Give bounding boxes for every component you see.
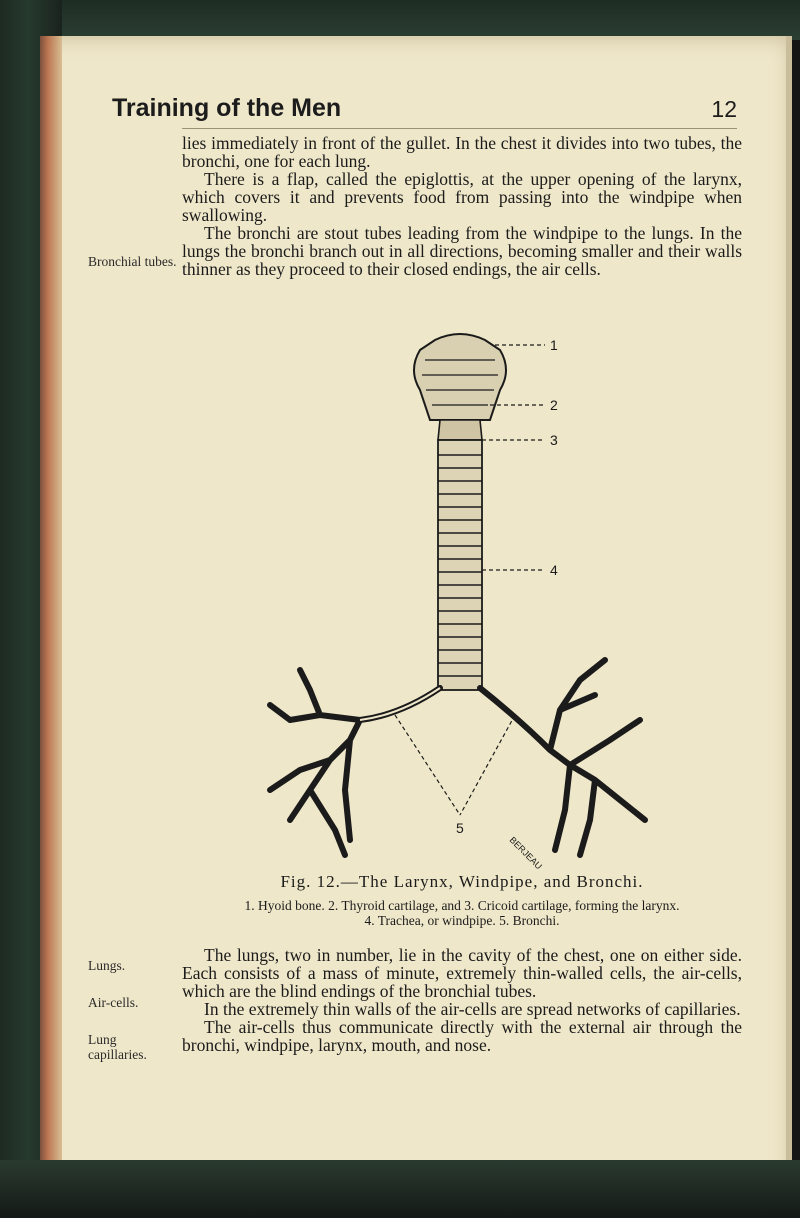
figure-caption-line: 4. Trachea, or windpipe. 5. Bronchi. xyxy=(364,913,560,928)
margin-note-lungs: Lungs. xyxy=(88,958,126,973)
figure-label-2: 2 xyxy=(550,397,558,413)
page-number: 12 xyxy=(711,96,737,122)
margin-note-bronchial-tubes: Bronchial tubes. xyxy=(88,254,177,269)
engraver-signature: BERJEAU xyxy=(507,834,544,872)
page-gutter-edge xyxy=(40,36,62,1186)
figure-caption-line: 1. Hyoid bone. 2. Thyroid cartilage, and 3. Cricoid cartilage, forming the larynx. xyxy=(244,898,680,913)
paragraph: There is a flap, called the epiglottis, at the upper opening of the larynx, which covers it and prevents food from passing into the windpipe when swallowing. xyxy=(182,169,742,225)
paragraph: The lungs, two in number, lie in the cavity of the chest, one on either side. Each consists of a mass of minute, extremely thin-walled cells, the air-cells, which are the blind endings of the bronchial tubes. xyxy=(182,945,742,1001)
book-binding-bottom xyxy=(0,1160,800,1218)
paragraph: The bronchi are stout tubes leading from the windpipe to the lungs. In the lungs the bronchi branch out in all directions, becoming smaller and their walls thinner as they proceed to their closed endings, the air cells. xyxy=(182,223,742,279)
body-text-top xyxy=(182,134,742,278)
figure-label-4: 4 xyxy=(550,562,558,578)
margin-note-air-cells: Air-cells. xyxy=(88,995,139,1010)
paragraph: lies immediately in front of the gullet. In the chest it divides into two tubes, the bronchi, one for each lung. xyxy=(182,133,742,171)
figure-title: Fig. 12.—The Larynx, Windpipe, and Bronchi. xyxy=(280,872,644,891)
figure-label-1: 1 xyxy=(550,337,558,353)
header-rule xyxy=(182,128,737,129)
book-binding-top xyxy=(0,0,800,40)
page-fore-edge xyxy=(786,36,792,1186)
body-text-bottom xyxy=(182,946,742,1054)
paragraph: The air-cells thus communicate directly with the external air through the bronchi, windpipe, larynx, mouth, and nose. xyxy=(182,1017,742,1055)
figure-label-5: 5 xyxy=(456,820,464,836)
larynx-windpipe-bronchi-illustration xyxy=(250,320,690,880)
figure-label-3: 3 xyxy=(550,432,558,448)
running-title: Training of the Men xyxy=(112,94,342,122)
margin-note-lung-capillaries: Lung capillaries. xyxy=(88,1032,147,1062)
paragraph: In the extremely thin walls of the air-cells are spread networks of capillaries. xyxy=(204,999,741,1019)
figure-caption xyxy=(182,898,742,928)
page-header xyxy=(112,94,737,130)
